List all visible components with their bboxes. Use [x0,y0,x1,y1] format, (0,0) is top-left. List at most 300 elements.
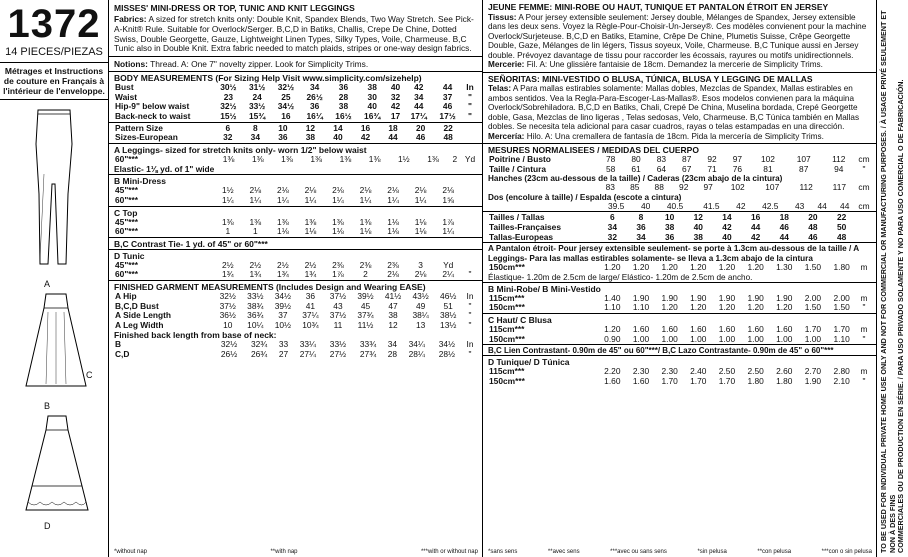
table-cell: " [468,269,472,280]
table-cell: 36 [310,101,320,112]
size-section [109,122,483,143]
french-fabrics [488,13,872,61]
table-cell: 1⅜ [368,153,381,164]
metric-leggings [483,242,877,282]
table-cell: 1.60 [776,323,793,334]
row-label: Taille / Cintura [489,163,547,174]
table-cell: 1.60 [718,323,736,334]
table-cell: 1¾ [221,269,234,280]
spanish-block [483,73,877,145]
table-cell: 2.00 [833,292,850,303]
table-cell: 42 [360,132,371,143]
table-cell: 1.00 [747,333,764,344]
table-cell: " [468,101,472,112]
table-cell: 1.70 [690,375,707,386]
table-cell: 1.20 [747,302,764,313]
table-cell: 8 [638,212,644,223]
table-cell: 33½ [329,339,347,350]
table-row [114,350,478,360]
table-cell: 1½ [397,153,410,164]
table-cell: 2⅛ [277,185,289,196]
table-cell: 40 [367,101,377,112]
table-row [114,133,478,143]
table-cell: 1.10 [604,302,621,313]
table-cell: 1.10 [833,333,850,344]
table-cell: 39.5 [608,200,625,211]
table-cell: 36½ [219,310,236,321]
table-cell: " [468,310,472,321]
table-cell: 1.20 [604,262,621,273]
row-label: 60"*** [115,153,139,164]
view-label-d: D [44,521,51,531]
table-cell: 38 [693,231,703,242]
table-cell: 102 [730,182,745,193]
table-cell: 1⅜ [222,153,235,164]
row-label: B,C,D Bust [115,300,159,311]
usage-notice [880,4,906,553]
table-cell: " [862,375,866,386]
table-cell: 92 [679,182,689,193]
table-row [488,263,872,273]
french-title: JEUNE FEMME: MINI-ROBE OU HAUT, TUNIQUE ET PANTALON ÉTROIT EN JERSEY [488,2,829,12]
back-label: Dos (encolure à taille) / Espalda (escote a cintura) [488,192,682,202]
table-cell: 44 [817,200,827,211]
table-cell: 16 [281,110,291,121]
table-cell: 48 [836,231,847,242]
table-cell: 1⅛ [304,226,317,237]
table-cell: 20 [415,122,426,133]
row-label: C,D [115,348,130,359]
row-label: 60"*** [115,269,139,280]
table-cell: 10¼ [247,319,264,330]
table-row [114,196,478,206]
table-cell: 1 [225,226,231,237]
table-cell: 10 [223,319,233,330]
pattern-number: 1372 [7,2,101,46]
table-row [114,83,478,93]
table-cell: 1¼ [304,194,317,205]
body-measurements-title: BODY MEASUREMENTS (For Sizing Help Visit www.simplicity.com/sizehelp) [114,73,422,84]
table-cell: 38½ [440,310,457,321]
table-cell: 11½ [357,319,374,330]
english-title: MISSES' MINI-DRESS OR TOP, TUNIC AND KNIT LEGGINGS [114,3,355,13]
row-label: A Hip [115,290,137,301]
table-cell: 27¼ [299,348,316,359]
table-cell: cm [858,182,870,193]
table-cell: 14 [333,122,343,133]
table-cell: 2⅛ [387,269,399,280]
metric-tie-text: B,C Lien Contrastant- 0.90m de 45" ou 60"***/ B,C Lazo Contrastante- 0.90m de 45" o 60"*** [488,346,834,356]
table-cell: 32½ [220,101,237,112]
row-label: Pattern Size [115,122,163,133]
table-cell: 33¼ [299,339,316,350]
metric-sizes [483,211,877,242]
table-cell: 36 [305,290,316,301]
table-cell: 2¼ [442,269,455,280]
table-cell: 1.20 [632,262,650,273]
table-cell: 34½ [274,290,292,301]
table-row [488,202,872,212]
table-cell: 2.40 [690,366,707,377]
row-label: Poitrine / Busto [489,154,551,164]
table-cell: 34 [414,91,424,102]
table-cell: 34½ [438,339,456,350]
table-cell: m [860,292,868,303]
table-cell: 44 [750,221,761,232]
table-cell: 81 [763,163,773,174]
table-cell: 33 [278,339,289,350]
table-cell: 1.90 [718,292,736,303]
footnote: *without nap [114,549,148,555]
table-cell: 36¾ [247,310,264,321]
metric-footnotes [488,549,872,555]
english-header [109,0,483,57]
table-cell: 1.00 [661,333,678,344]
table-cell: 28¼ [408,348,425,359]
table-cell: 33½ [248,101,266,112]
table-cell: 1.60 [690,323,707,334]
hips-label: Hanches (23cm au-dessous de la taille) / Caderas (23cm abajo de la cintura) [488,174,783,184]
french-fabrics-label: Tissus: [488,12,517,22]
table-cell: 22 [443,122,453,133]
table-cell: 1⅜ [339,153,352,164]
table-cell: 1¼ [249,194,262,205]
french-block [483,0,877,73]
table-cell: 2⅜ [359,259,372,270]
table-cell: 61 [631,163,641,174]
table-cell: 6 [225,122,231,133]
table-cell: 97 [732,154,743,164]
table-cell: 112 [799,182,813,193]
table-cell: " [468,319,472,330]
table-cell: 37¾ [357,310,374,321]
table-cell: 1⅛ [387,216,399,227]
table-cell: 33¾ [359,339,377,350]
table-cell: 1.20 [690,302,707,313]
row-label: Waist [115,91,138,102]
table-cell: 37½ [219,300,236,311]
finished-title: FINISHED GARMENT MEASUREMENTS (Includes Design and Wearing EASE) [114,281,426,292]
table-cell: " [468,91,472,102]
table-cell: 58 [606,163,616,174]
table-cell: 32 [390,91,401,102]
table-cell: 33½ [247,290,264,301]
table-row [114,270,478,280]
table-cell: 34 [607,221,617,232]
table-cell: 0.90 [604,333,621,344]
table-row [114,321,478,331]
table-cell: 26¾ [250,348,268,359]
table-cell: 1⅝ [442,194,455,205]
table-cell: 30 [367,91,377,102]
table-cell: 1.00 [776,333,793,344]
table-cell: 8 [252,122,258,133]
table-cell: 15¾ [248,110,266,121]
table-cell: 42 [736,200,746,211]
d-title: D Tunic [114,250,145,261]
table-cell: 10¾ [302,319,319,330]
table-cell: 1.60 [747,323,764,334]
table-cell: 30½ [220,82,237,93]
table-cell: 80 [631,154,641,164]
table-cell: 1.10 [632,302,650,313]
table-cell: 2 [363,269,368,280]
usage-notice-line2: COMMERCIALES OU DE PRODUCTION EN SÉRIE. / PARA USO PRIVADO SOLAMENTE Y NO PARA USO COMERCIAL O DE FABRICACIÓN. [896,79,906,553]
table-cell: 3 [418,259,423,270]
table-cell: " [468,300,472,311]
table-cell: 42 [390,101,401,112]
table-cell: 1⅞ [332,269,344,280]
table-cell: 2 [452,153,458,164]
footnote: ***with or without nap [420,549,478,555]
table-cell: 83 [605,182,615,193]
table-cell: 36 [278,132,288,143]
table-cell: 1.70 [833,323,850,334]
row-label: 150cm*** [489,262,525,273]
tunic-sketch [8,412,104,520]
table-cell: 16¾ [364,110,381,121]
table-cell: 1.60 [661,323,678,334]
english-footnotes [114,549,478,555]
table-cell: 2⅛ [332,185,344,196]
table-cell: 13½ [440,319,457,330]
table-cell: 51 [443,300,453,311]
d-section [109,249,483,280]
table-cell: 41.5 [703,200,720,211]
table-cell: 1.50 [804,262,822,273]
table-cell: 1.90 [632,292,650,303]
table-cell: 107 [796,154,811,164]
table-cell: 2⅜ [387,259,399,270]
table-cell: 1.20 [604,323,621,334]
table-cell [462,227,478,237]
table-cell: In [466,290,474,301]
c-title: C Top [114,207,138,218]
spanish-fabrics-text: A Para mallas estirables solamente: Mallas dobles, Mezclas de Spandex, Mallas estirables en ambos sentidos. Vea la Regla-Para-Escoger-Las-Mallas®. Esos modelos convienen para la máquina Overlock/Sobrehiladora. B,C,D en Batiks, Chali, Crepé De China, Muselina bordada, Crepé Georgette doble, Gasa, Mezclas de lino ligeras , Telas sedosas, Velo, Charmeuse. B,C Túnica también en Mallas dobles. Se necesita tela adicional para casar cuadros, rayas o telas estampadas en una dirección. [488,84,860,131]
table-cell: 14 [722,212,732,223]
table-cell: 1.60 [604,375,621,386]
table-cell: 97 [703,182,713,193]
footnote: **with nap [270,549,298,555]
row-label: A Side Length [115,310,171,321]
row-label: 115cm*** [489,292,525,303]
table-cell: 1¼ [387,194,399,205]
row-label: A Leg Width [115,319,164,330]
table-cell: 1.70 [718,375,736,386]
table-cell: 46 [415,132,426,143]
metric-b-title: B Mini-Robe/ B Mini-Vestido [488,283,601,294]
table-cell: 2⅛ [414,185,427,196]
table-cell: 38¼ [412,310,429,321]
row-label: 150cm*** [489,302,525,313]
table-cell: 18 [779,212,789,223]
table-cell: 42 [722,221,732,232]
row-label: 60"*** [115,226,139,237]
table-cell: 44 [442,82,453,93]
table-cell: 34 [636,231,646,242]
table-cell: 44 [840,200,850,211]
metric-measurements [483,144,877,211]
table-cell: 2⅛ [414,269,427,280]
table-cell: 41 [305,300,316,311]
fabrics-label: Fabrics: [114,14,147,24]
table-cell: 46 [442,101,453,112]
table-cell: 37 [442,91,453,102]
notions-label: Notions: [114,59,148,70]
french-spanish-column [482,0,877,557]
metric-c [483,313,877,344]
table-cell: 25 [281,91,291,102]
table-cell: 2.60 [776,366,793,377]
metric-elastic: Élastique- 1.20m de 2.5cm de large/ Elástico- 1.20m de 2.5cm de ancho. [488,272,753,282]
english-column [108,0,483,557]
metric-tie [483,344,877,355]
table-cell: 2½ [221,259,234,270]
row-label [488,202,598,212]
table-cell: 32 [607,231,617,242]
table-cell: 18 [388,122,398,133]
b-section [109,174,483,205]
table-cell: 27 [278,348,289,359]
table-cell: 102 [760,154,775,164]
table-cell: m [860,262,868,273]
left-column [0,0,108,557]
french-notions-text: Fil. A: Une glissière fantaisie de 18cm. Demandez la mercerie de Simplicity Trims. [526,60,823,69]
table-cell: 16 [360,122,371,133]
b-title: B Mini-Dress [114,176,166,187]
table-cell: Yd [464,153,476,164]
table-cell: 26½ [220,348,238,359]
table-cell: 28 [338,91,349,102]
table-cell: 1¼ [332,194,344,205]
footnote: *sin pelusa [697,549,727,555]
table-cell: 15½ [220,110,237,121]
table-cell: 2⅛ [387,185,399,196]
tie-text: B,C Contrast Tie- 1 yd. of 45" or 60"*** [114,238,268,249]
table-cell: 32½ [220,339,238,350]
metric-d-title: D Tunique/ D Túnica [488,357,570,368]
table-cell: 42.5 [762,200,779,211]
table-cell: 1⅜ [251,153,264,164]
table-cell: 78 [606,154,616,164]
table-cell: 1.20 [718,262,736,273]
spanish-notions-label: Mercería: [488,131,525,141]
spanish-fabrics [488,84,872,132]
table-cell: 1¼ [359,194,372,205]
table-cell: 1.40 [604,292,621,303]
table-cell: 1.70 [661,375,678,386]
table-cell: 1.90 [690,292,707,303]
table-cell: 2⅛ [249,185,262,196]
table-cell: 1.90 [776,292,793,303]
tie-section [109,237,483,249]
table-cell: 46 [779,221,789,232]
table-cell: 42 [414,82,424,93]
table-cell: 1¾ [304,269,317,280]
row-label: B [115,339,122,350]
table-cell: 13 [415,319,426,330]
table-cell: " [862,333,866,344]
row-label: Tailles-Françaises [489,221,562,232]
table-cell: 1.80 [776,375,793,386]
table-cell: 2.20 [604,366,621,377]
table-cell: " [468,348,472,359]
table-cell: 1.20 [718,302,736,313]
footnote: *sans sens [488,549,518,555]
back-length-title: Finished back length from base of neck: [114,330,277,341]
table-cell: 10 [278,122,288,133]
table-cell: 1.20 [661,262,678,273]
table-cell: 1½ [221,185,234,196]
table-cell: 1.90 [661,292,678,303]
table-cell: 26½ [306,91,323,102]
table-row [114,112,478,122]
table-cell: 32¾ [250,339,268,350]
spanish-notions-text: Hilo. A: Una cremallera de fantasía de 18cm. Pida la mercería de Simplicity Trims. [526,131,824,141]
table-cell: 34 [250,132,260,143]
table-cell: 12 [388,319,398,330]
table-cell: 44 [779,231,789,242]
table-cell: 44 [414,101,424,112]
leggings-sketch [8,104,104,274]
table-cell: 117 [832,182,847,193]
table-cell: 36 [664,231,675,242]
table-cell: 1¼ [414,194,427,205]
row-label: 60"*** [115,194,139,205]
table-cell: 40 [693,221,703,232]
fabrics-paragraph [114,15,478,54]
table-row [488,377,872,387]
table-cell: 17¼ [410,110,427,121]
table-cell: 16¼ [306,110,323,121]
spanish-title: SEÑORITAS: MINI-VESTIDO O BLUSA, TÚNICA, BLUSA Y LEGGING DE MALLAS [488,73,813,84]
table-cell: 38 [367,82,377,93]
table-cell: 1.00 [804,333,822,344]
table-cell: 1¼ [277,194,289,205]
footnote: ***con o sin pelusa [821,549,872,555]
table-cell: 2½ [249,259,262,270]
table-cell: 17 [390,110,401,121]
pieces-count: 14 PIECES/PIEZAS [0,44,108,63]
table-cell: 46½ [440,290,457,301]
row-label [488,183,598,193]
table-cell: 47 [388,300,398,311]
table-cell: 11 [333,319,343,330]
table-cell: 1⅜ [221,216,234,227]
view-label-a: A [44,279,51,289]
table-cell: 22 [836,212,847,223]
table-cell: 10 [664,212,675,223]
table-cell: 2⅛ [442,185,455,196]
row-label: Hip-9" below waist [115,101,190,112]
table-cell: 48 [443,132,453,143]
table-cell: 1¼ [221,194,234,205]
table-cell: 2⅜ [332,259,344,270]
leggings-title: A Leggings- sized for stretch knits only- worn 1/2" below waist [114,144,367,155]
vertical-notice-strip [876,0,908,557]
table-cell: 1.80 [833,262,850,273]
row-label: 45"*** [115,185,139,196]
table-cell: 42 [750,231,761,242]
table-cell: 2.50 [718,366,736,377]
table-cell: 50 [836,221,847,232]
table-cell: 1⅞ [442,216,455,227]
table-cell: 27½ [329,348,347,359]
table-row [488,183,872,193]
table-cell: 2.80 [833,366,850,377]
metric-leggings-title: A Pantalon étroit- Pour jersey extensible seulement- se porte à 1.3cm au-dessous de la taille / A Leggings- Para las mallas estirables solamente- se lleva a 1.3cm abajo de la cintura [488,244,859,263]
table-cell: 83 [656,154,667,164]
